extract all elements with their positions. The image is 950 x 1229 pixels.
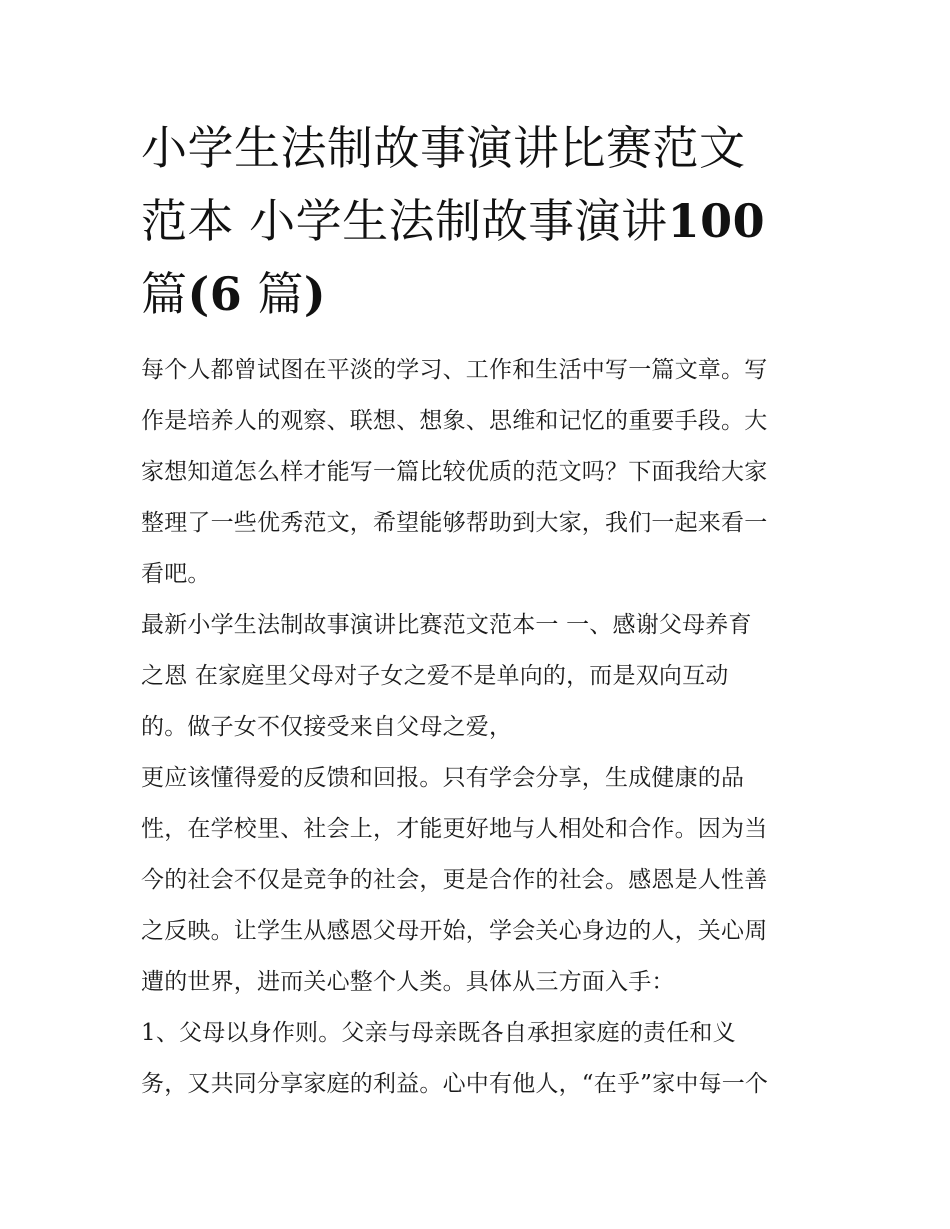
paragraph-line: 作是培养人的观察、联想、想象、思维和记忆的重要手段。大 bbox=[141, 408, 768, 434]
paragraph-line: 性，在学校里、社会上，才能更好地与人相处和合作。因为当 bbox=[141, 816, 768, 842]
title-line-1: 小学生法制故事演讲比赛范文 bbox=[141, 121, 746, 175]
title-line-3-part-2: (6 bbox=[187, 267, 243, 321]
paragraph-feedback bbox=[141, 753, 813, 1008]
paragraph-point-one bbox=[141, 1008, 813, 1110]
title-line-2: 范本 小学生法制故事演讲 bbox=[141, 194, 668, 248]
title-line-3-part-3: 篇 bbox=[242, 267, 304, 321]
document-title bbox=[141, 112, 813, 331]
paragraph-intro bbox=[141, 345, 813, 600]
paragraph-line: 1、父母以身作则。父亲与母亲既各自承担家庭的责任和义 bbox=[141, 1020, 736, 1046]
paragraph-section-one bbox=[141, 600, 813, 753]
document-body bbox=[141, 112, 813, 1110]
paragraph-line: 之恩 在家庭里父母对子女之爱不是单向的，而是双向互动 bbox=[141, 663, 729, 689]
title-number: 100 bbox=[667, 194, 766, 248]
paragraph-line: 家想知道怎么样才能写一篇比较优质的范文吗？下面我给大家 bbox=[141, 459, 768, 485]
paragraph-line: 看吧。 bbox=[141, 561, 211, 587]
title-line-3-part-4: ) bbox=[303, 267, 327, 321]
paragraph-line: 今的社会不仅是竞争的社会，更是合作的社会。感恩是人性善 bbox=[141, 867, 768, 893]
paragraph-line: 的。做子女不仅接受来自父母之爱， bbox=[141, 714, 513, 740]
paragraph-line: 整理了一些优秀范文，希望能够帮助到大家，我们一起来看一 bbox=[141, 510, 768, 536]
paragraph-line: 更应该懂得爱的反馈和回报。只有学会分享，生成健康的品 bbox=[141, 765, 745, 791]
paragraph-line: 每个人都曾试图在平淡的学习、工作和生活中写一篇文章。写 bbox=[141, 357, 768, 383]
title-line-3-part-1: 篇 bbox=[141, 267, 188, 321]
paragraph-line: 务，又共同分享家庭的利益。心中有他人，“在乎”家中每一个 bbox=[141, 1071, 769, 1097]
paragraph-line: 之反映。让学生从感恩父母开始，学会关心身边的人，关心周 bbox=[141, 918, 768, 944]
paragraph-line: 最新小学生法制故事演讲比赛范文范本一 一、感谢父母养育 bbox=[141, 612, 752, 638]
paragraph-line: 遭的世界，进而关心整个人类。具体从三方面入手： bbox=[141, 969, 675, 995]
